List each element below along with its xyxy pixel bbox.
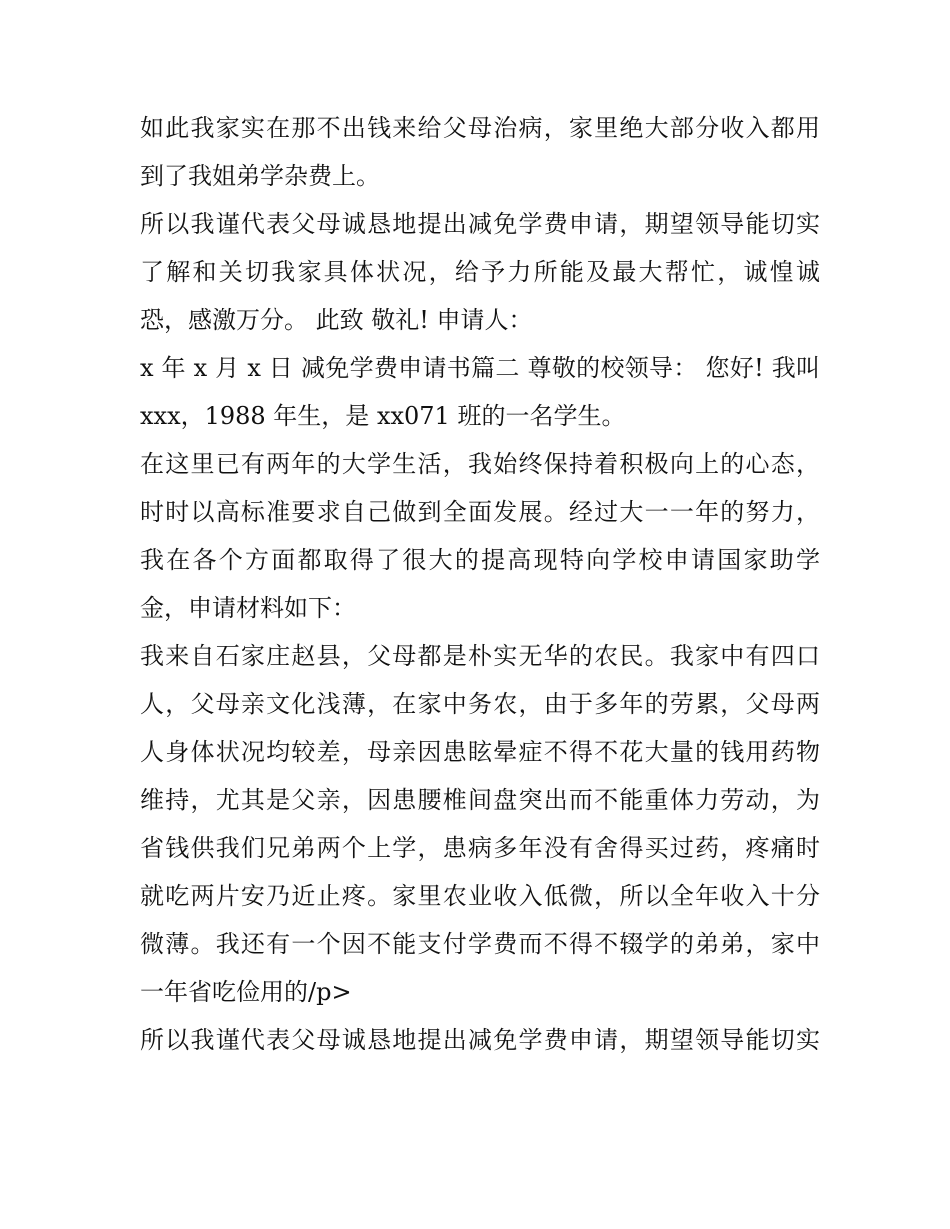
text-line: 所以我谨代表父母诚恳地提出减免学费申请，期望领导能切实: [140, 1026, 820, 1054]
text-line: 到了我姐弟学杂费上。: [140, 162, 380, 190]
text-line: 省钱供我们兄弟两个上学，患病多年没有舍得买过药，疼痛时: [140, 834, 820, 862]
text-line: 了解和关切我家具体状况，给予力所能及最大帮忙，诚惶诚: [140, 258, 820, 286]
text-line: 就吃两片安乃近止疼。家里农业收入低微，所以全年收入十分: [140, 882, 820, 910]
text-line: 微薄。我还有一个因不能支付学费而不得不辍学的弟弟，家中: [140, 930, 820, 958]
text-line: 一年省吃俭用的/p>: [140, 978, 352, 1006]
text-line: 金，申请材料如下：: [140, 594, 356, 622]
text-line: 所以我谨代表父母诚恳地提出减免学费申请，期望领导能切实: [140, 210, 820, 238]
text-line: 恐，感激万分。 此致 敬礼! 申请人：: [140, 306, 533, 334]
text-line: 时时以高标准要求自己做到全面发展。经过大一一年的努力，: [140, 498, 820, 526]
text-line: 我来自石家庄赵县，父母都是朴实无华的农民。我家中有四口: [140, 642, 820, 670]
text-line: 维持，尤其是父亲，因患腰椎间盘突出而不能重体力劳动，为: [140, 786, 820, 814]
text-line: 人身体状况均较差，母亲因患眩晕症不得不花大量的钱用药物: [140, 738, 820, 766]
text-line: 如此我家实在那不出钱来给父母治病，家里绝大部分收入都用: [140, 114, 820, 142]
text-line: 我在各个方面都取得了很大的提高现特向学校申请国家助学: [140, 546, 820, 574]
text-line: 人，父母亲文化浅薄，在家中务农，由于多年的劳累，父母两: [140, 690, 820, 718]
text-line: x 年 x 月 x 日 减免学费申请书篇二 尊敬的校领导： 您好! 我叫: [140, 354, 820, 382]
text-line: 在这里已有两年的大学生活，我始终保持着积极向上的心态，: [140, 450, 820, 478]
text-line: xxx，1988 年生，是 xx071 班的一名学生。: [140, 402, 626, 430]
document-body: [140, 104, 820, 1064]
